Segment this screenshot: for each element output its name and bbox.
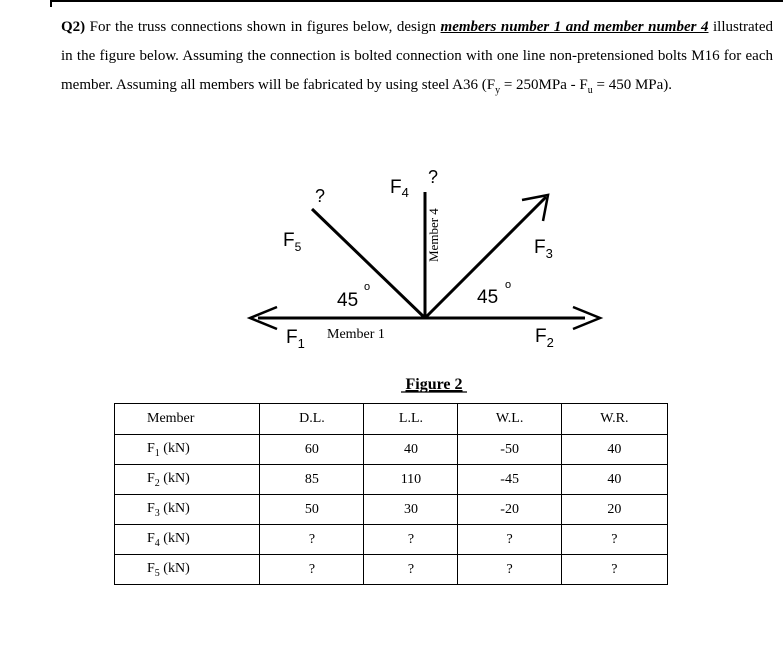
member-1-label: Member 1 <box>327 327 385 342</box>
table-header-row <box>115 404 668 435</box>
f4-unknown-mark: ? <box>428 167 439 187</box>
member-cell: $F_5$ (kN) <box>115 555 260 585</box>
header-wind-load: W.L. <box>458 404 561 435</box>
question-text-part-2: illustrated in the figure below. Assuming the connection is bolted connection with one line non-pretensioned bolts M16 for each member. Assuming all members will be fabricated by using steel A36 (F <box>61 19 773 93</box>
f1-label: $F_1$ <box>286 327 305 351</box>
question-text-part-4: = 450 MPa). <box>592 77 673 93</box>
header-member: Member <box>115 404 260 435</box>
ll-cell: 110 <box>364 465 458 495</box>
header-wind-reversal: W.R. <box>561 404 667 435</box>
angle-right-degree: o <box>505 279 512 291</box>
member-cell: $F_3$ (kN) <box>115 495 260 525</box>
f3-label: $F_3$ <box>534 237 553 261</box>
table-row <box>115 525 668 555</box>
member-cell: $F_4$ (kN) <box>115 525 260 555</box>
angle-left-label: 45 <box>337 290 359 311</box>
dl-cell: 85 <box>260 465 364 495</box>
question-text-part-1: For the truss connections shown in figures below, design <box>85 19 441 35</box>
wl-cell: -20 <box>458 495 561 525</box>
fy-subscript: y <box>495 85 501 96</box>
dl-cell: ? <box>260 525 364 555</box>
table-row <box>115 495 668 525</box>
angle-left-degree: o <box>364 281 371 293</box>
question-number: Q2) <box>61 19 86 35</box>
angle-right-label: 45 <box>477 287 499 308</box>
f4-label: $F_4$ <box>390 177 409 200</box>
f5-unknown-mark: ? <box>315 186 326 206</box>
ll-cell: 40 <box>364 435 458 465</box>
wr-cell: ? <box>561 525 667 555</box>
member-cell: $F_2$ (kN) <box>115 465 260 495</box>
header-live-load: L.L. <box>364 404 458 435</box>
wr-cell: ? <box>561 555 667 585</box>
table-row <box>115 465 668 495</box>
f5-member-line <box>312 209 425 318</box>
ll-cell: ? <box>364 555 458 585</box>
member-loads-table <box>114 403 668 585</box>
wr-cell: 40 <box>561 435 667 465</box>
wr-cell: 40 <box>561 465 667 495</box>
question-emphasis: members number 1 and member number 4 <box>440 19 709 35</box>
f2-label: $F_2$ <box>535 326 554 350</box>
table-row <box>115 555 668 585</box>
member-cell: $F_1$ (kN) <box>115 435 260 465</box>
ll-cell: 30 <box>364 495 458 525</box>
header-dead-load: D.L. <box>260 404 364 435</box>
member-4-label: Member 4 <box>426 208 441 262</box>
fu-subscript: u <box>587 85 593 96</box>
f5-label: $F_5$ <box>283 230 302 254</box>
ll-cell: ? <box>364 525 458 555</box>
dl-cell: ? <box>260 555 364 585</box>
wl-cell: -45 <box>458 465 561 495</box>
wl-cell: -50 <box>458 435 561 465</box>
table-row <box>115 435 668 465</box>
dl-cell: 60 <box>260 435 364 465</box>
dl-cell: 50 <box>260 495 364 525</box>
question-text-part-3: = 250MPa - F <box>500 77 588 93</box>
wr-cell: 20 <box>561 495 667 525</box>
wl-cell: ? <box>458 555 561 585</box>
figure-caption: Figure 2 <box>405 376 463 393</box>
wl-cell: ? <box>458 525 561 555</box>
